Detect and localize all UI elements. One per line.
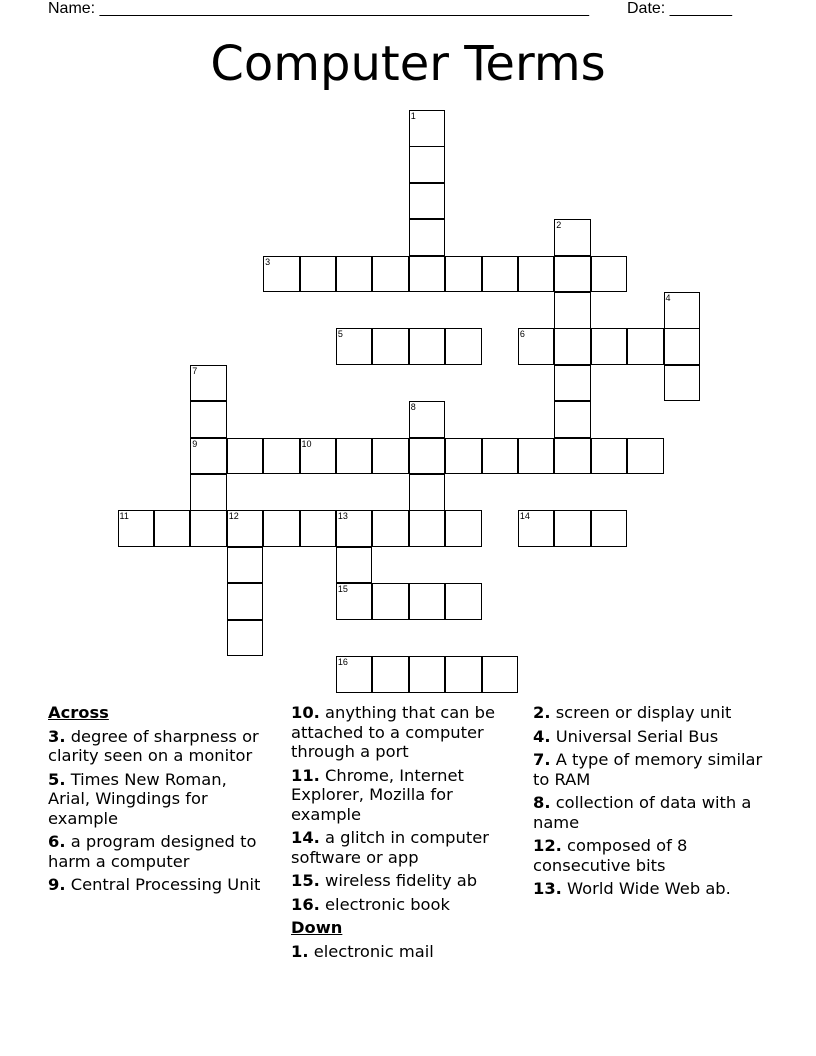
clue-number: 10.: [291, 703, 320, 722]
grid-cell[interactable]: [372, 583, 409, 620]
grid-cell[interactable]: [336, 656, 373, 693]
grid-cell[interactable]: [300, 256, 337, 293]
clue-number: 15.: [291, 871, 320, 890]
clue-down-7: [533, 750, 763, 789]
grid-cell[interactable]: [591, 328, 628, 365]
clue-text: composed of 8 consecutive bits: [533, 836, 688, 875]
clue-text: degree of sharpness or clarity seen on a monitor: [48, 726, 259, 765]
clue-down-1: [291, 942, 519, 962]
grid-cell[interactable]: [445, 583, 482, 620]
grid-cell[interactable]: [554, 256, 591, 293]
grid-cell[interactable]: [190, 438, 227, 475]
grid-cell[interactable]: [518, 438, 555, 475]
grid-cell[interactable]: [482, 438, 519, 475]
clue-text: electronic book: [325, 894, 450, 914]
clue-number: 6.: [48, 832, 66, 851]
clue-text: A type of memory similar to RAM: [533, 750, 763, 789]
clue-text: wireless fidelity ab: [325, 871, 478, 890]
grid-cell[interactable]: [409, 256, 446, 293]
cell-number: 12: [228, 511, 239, 522]
clue-across-14: [291, 828, 519, 867]
cell-number: 6: [519, 329, 525, 340]
grid-cell[interactable]: [409, 328, 446, 365]
clue-down-8: [533, 793, 763, 832]
clue-text: Times New Roman, Arial, Wingdings for example: [48, 769, 227, 828]
clue-number: 7.: [533, 750, 551, 769]
grid-cell[interactable]: [409, 401, 446, 438]
clue-across-16: [291, 895, 519, 915]
clue-across-11: [291, 766, 519, 825]
grid-cell[interactable]: [554, 510, 591, 547]
grid-cell[interactable]: [554, 401, 591, 438]
clues-column-3: [533, 703, 763, 903]
across-heading: Across: [48, 703, 109, 722]
clue-across-10: [291, 703, 519, 762]
grid-cell[interactable]: [409, 474, 446, 511]
grid-cell[interactable]: [190, 401, 227, 438]
clue-across-9: [48, 875, 268, 895]
grid-cell[interactable]: [409, 183, 446, 220]
grid-cell[interactable]: [445, 656, 482, 693]
clue-text: electronic mail: [313, 941, 434, 961]
grid-cell[interactable]: [554, 328, 591, 365]
clue-down-2: [533, 703, 763, 723]
clue-text: a glitch in computer software or app: [291, 828, 489, 867]
grid-cell[interactable]: [372, 656, 409, 693]
clue-number: 13.: [533, 879, 562, 898]
clue-text: collection of data with a name: [533, 793, 752, 832]
grid-cell[interactable]: [591, 256, 628, 293]
grid-cell[interactable]: [227, 547, 264, 584]
page-title: Computer Terms: [210, 36, 606, 92]
clue-number: 4.: [533, 726, 551, 746]
date-field-label: Date: _______: [627, 0, 732, 17]
grid-cell[interactable]: [409, 583, 446, 620]
grid-cell[interactable]: [664, 365, 701, 402]
cell-number: 5: [337, 329, 343, 340]
grid-cell[interactable]: [227, 510, 264, 547]
clue-text: Central Processing Unit: [70, 875, 261, 894]
grid-cell[interactable]: [300, 438, 337, 475]
clues-column-1: [48, 703, 268, 899]
clue-number: 14.: [291, 828, 320, 847]
cell-number: 3: [265, 256, 271, 267]
grid-cell[interactable]: [518, 510, 555, 547]
grid-cell[interactable]: [336, 547, 373, 584]
grid-cell[interactable]: [664, 328, 701, 365]
grid-cell[interactable]: [554, 438, 591, 475]
grid-cell[interactable]: [409, 110, 446, 147]
grid-cell[interactable]: [190, 510, 227, 547]
cell-number: 9: [192, 438, 198, 449]
grid-cell[interactable]: [445, 328, 482, 365]
grid-cell[interactable]: [627, 328, 664, 365]
grid-cell[interactable]: [190, 365, 227, 402]
name-field-label: Name: _______________________________________________________: [48, 0, 589, 17]
grid-cell[interactable]: [190, 474, 227, 511]
grid-cell[interactable]: [409, 146, 446, 183]
grid-cell[interactable]: [372, 328, 409, 365]
clue-number: 12.: [533, 836, 562, 855]
grid-cell[interactable]: [409, 656, 446, 693]
clue-number: 9.: [48, 875, 66, 894]
grid-cell[interactable]: [409, 438, 446, 475]
grid-cell[interactable]: [591, 510, 628, 547]
grid-cell[interactable]: [554, 365, 591, 402]
clue-text: screen or display unit: [555, 703, 732, 722]
cell-number: 10: [301, 438, 312, 449]
clue-number: 8.: [533, 793, 551, 812]
cell-number: 4: [665, 293, 671, 303]
clue-text: a program designed to harm a computer: [48, 832, 257, 871]
cell-number: 7: [192, 365, 198, 376]
grid-cell[interactable]: [627, 438, 664, 475]
clue-number: 11.: [291, 765, 320, 785]
grid-cell[interactable]: [227, 620, 264, 657]
grid-cell[interactable]: [263, 438, 300, 475]
cell-number: 2: [556, 220, 562, 231]
clue-text: World Wide Web ab.: [567, 879, 731, 898]
clue-number: 16.: [291, 894, 320, 914]
grid-cell[interactable]: [227, 438, 264, 475]
grid-cell[interactable]: [336, 510, 373, 547]
clue-across-15: [291, 871, 519, 891]
grid-cell[interactable]: [263, 510, 300, 547]
cell-number: 13: [337, 511, 348, 522]
grid-cell[interactable]: [591, 438, 628, 475]
clue-number: 2.: [533, 703, 551, 722]
grid-cell[interactable]: [554, 219, 591, 256]
grid-cell[interactable]: [300, 510, 337, 547]
clue-text: anything that can be attached to a computer through a port: [291, 703, 496, 761]
clue-number: 1.: [291, 941, 309, 961]
grid-cell[interactable]: [154, 510, 191, 547]
grid-cell[interactable]: [372, 438, 409, 475]
grid-cell[interactable]: [554, 292, 591, 329]
grid-cell[interactable]: [336, 256, 373, 293]
grid-cell[interactable]: [409, 219, 446, 256]
cell-number: 15: [337, 584, 348, 595]
grid-cell[interactable]: [664, 292, 701, 329]
down-heading: Down: [291, 918, 343, 937]
grid-cell[interactable]: [118, 510, 155, 547]
clue-across-5: [48, 770, 268, 829]
clue-down-13: [533, 879, 763, 899]
cell-number: 16: [337, 657, 348, 667]
grid-cell[interactable]: [482, 656, 519, 693]
clue-number: 3.: [48, 726, 66, 746]
cell-number: 1: [410, 111, 416, 121]
grid-cell[interactable]: [263, 256, 300, 293]
grid-cell[interactable]: [445, 438, 482, 475]
grid-cell[interactable]: [409, 510, 446, 547]
grid-cell[interactable]: [336, 328, 373, 365]
clue-number: 5.: [48, 769, 66, 789]
clue-text: Chrome, Internet Explorer, Mozilla for example: [291, 765, 464, 824]
clue-down-12: [533, 836, 763, 875]
grid-cell[interactable]: [445, 256, 482, 293]
grid-cell[interactable]: [482, 256, 519, 293]
grid-cell[interactable]: [518, 328, 555, 365]
grid-cell[interactable]: [336, 438, 373, 475]
cell-number: 14: [519, 511, 530, 522]
clue-across-3: [48, 727, 268, 766]
cell-number: 11: [119, 511, 129, 522]
grid-cell[interactable]: [336, 583, 373, 620]
grid-cell[interactable]: [445, 510, 482, 547]
clue-down-4: [533, 727, 763, 747]
clues-column-2: [291, 703, 519, 965]
clue-text: Universal Serial Bus: [555, 726, 719, 746]
grid-cell[interactable]: [372, 510, 409, 547]
grid-cell[interactable]: [372, 256, 409, 293]
grid-cell[interactable]: [227, 583, 264, 620]
clue-across-6: [48, 832, 268, 871]
cell-number: 8: [410, 402, 416, 413]
grid-cell[interactable]: [518, 256, 555, 293]
